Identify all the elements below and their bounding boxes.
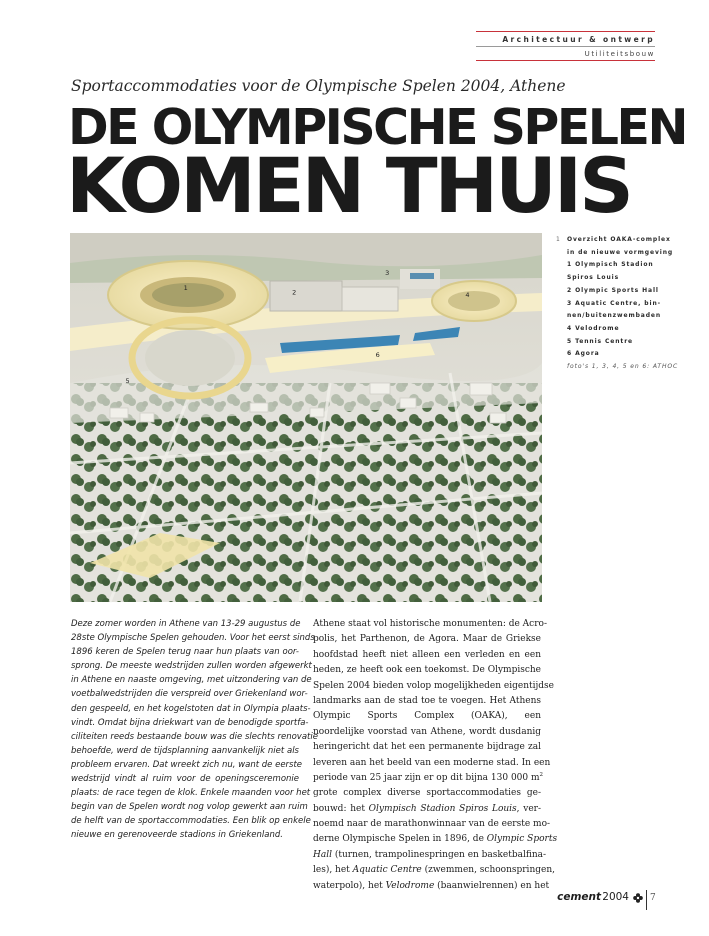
body-line: heringericht dat het een permanente bijdrage zal [313,742,541,753]
caption-title: Overzicht OAKA-complex [567,236,671,243]
body-text-span: , ver- [516,803,541,814]
body-text-span: waterpolo), het [313,880,386,891]
body-text-span: derne Olympische Spelen in 1896, de [313,834,487,845]
body-line: hoofdstad heeft niet alleen een verleden en een [313,649,541,660]
lead-paragraph [71,617,318,843]
lead-line: 1896 keren de Spelen terug naar hun plaats van oor- [71,647,299,658]
caption-line: 6 Agora [567,350,600,358]
caption-line: 3 Aquatic Centre, bin- [567,299,662,307]
photo-label-6: 6 [375,350,380,359]
caption-line: 2 Olympic Sports Hall [567,286,659,294]
body-line: leveren aan het beeld van een moderne stad. In een [313,757,551,768]
lead-line: den gespeeld, en het kogelstoten dat in Olympia plaats- [71,703,311,714]
photo-label-3: 3 [385,269,390,278]
body-line: landmarks aan de stad toe te voegen. Het Athens [313,695,541,706]
body-line: heden, ze heeft ook een toekomst. De Olympische [313,665,541,676]
lead-line: plaats: de race tegen de klok. Enkele maanden voor het [71,788,311,799]
body-line [313,879,550,894]
body-text-span: (turnen, trampolinespringen en basketbalfina- [331,849,547,860]
section-subtitle: Utiliteitsbouw [584,50,655,58]
body-line: noordelijke voorstad van Athene, wordt dusdanig [313,726,541,737]
caption-line: 1 Olympisch Stadion [567,261,654,269]
body-line [313,832,558,847]
section-heading [476,31,655,61]
caption-number: 1 [556,236,560,243]
body-line: Olympic Sports Complex (OAKA), een [313,711,541,722]
photo-credit: foto's 1, 3, 4, 5 en 6: ATHOC [567,363,679,371]
body-line [313,863,555,878]
caption-line: Spiros Louis [567,274,620,282]
caption-line: 5 Tennis Centre [567,337,634,345]
lead-line: behoefde, werd de tijdsplanning aanvankelijk niet als [71,745,299,756]
italic-term: Hall [313,849,332,860]
lead-line: begin van de Spelen wordt nog volop gewerkt aan ruim [71,802,308,813]
body-text-span: periode van 25 jaar zijn er op dit bijna 130 000 m [313,772,540,783]
page-footer [557,890,670,910]
body-text-span: (baanwielrennen) en het [434,880,550,891]
photo-caption [556,234,679,374]
magazine-name: cement [557,891,601,903]
lead-line: voetbalwedstrijden die verspreid over Griekenland wor- [71,689,308,700]
body-text [313,617,558,894]
caption-legend [556,247,679,374]
italic-term: Velodrome [385,880,435,891]
magazine-year: 2004 [602,891,629,903]
lead-line: nieuwe en gerenoveerde stadions in Griekenland. [71,830,283,841]
italic-term: Olympic Sports [486,834,558,845]
photo-label-4: 4 [465,290,470,299]
body-line: Athene staat vol historische monumenten: de Acro- [313,619,547,629]
lead-line: Deze zomer worden in Athene van 13-29 augustus de [71,619,301,629]
page-number: 7 [650,893,656,903]
caption-line: 4 Velodrome [567,324,620,332]
lead-line: wedstrijd vindt al ruim voor de openingsceremonie [71,774,299,785]
article-kicker: Sportaccommodaties voor de Olympische Spelen 2004, Athene [71,77,566,95]
body-text-span: bouwd: het [313,803,369,814]
article-headline-line2: KOMEN THUIS [66,141,631,230]
body-text-span: les), het [313,865,353,876]
section-rule-top [476,31,655,32]
lead-line: vindt. Omdat bijna driekwart van de benodigde sportfa- [71,717,309,728]
italic-term: Aquatic Centre [352,865,422,876]
flower-icon [633,893,643,903]
body-line: polis, het Parthenon, de Agora. Maar de Griekse [313,634,541,645]
body-line: noemd naar de marathonwinnaar van de eerste mo- [313,819,551,830]
photo-label-2: 2 [292,288,297,297]
caption-heading [556,234,671,247]
body-line [313,848,547,863]
body-line: grote complex diverse sportaccommodaties ge- [313,788,541,799]
oaka-model-photo [70,233,542,602]
body-line [313,802,541,817]
body-line [313,771,544,786]
lead-line: ciliteiten reeds bestaande bouw was die slechts renovatie [71,731,318,742]
section-rule-middle [476,46,655,47]
lead-line: probleem ervaren. Dat wreekt zich nu, want de eerste [71,759,303,770]
lead-line: sprong. De meeste wedstrijden zullen worden afgewerkt [71,661,312,672]
italic-term: Olympisch Stadion Spiros Louis [368,803,517,814]
body-line: Spelen 2004 bieden volop mogelijkheden eigentijdse [313,680,555,691]
section-rule-bottom [476,60,655,61]
superscript-two: 2 [539,771,544,778]
footer-divider [646,890,647,910]
body-text-span: (zwemmen, schoonspringen, [421,865,555,876]
section-title: Architectuur & ontwerp [502,35,655,44]
lead-line: in Athene en naaste omgeving, met uitzondering van de [71,675,312,686]
lead-line: de helft van de sportaccommodaties. Een blik op enkele [71,816,311,827]
caption-line: in de nieuwe vormgeving [567,248,674,256]
photo-label-5: 5 [125,377,130,386]
caption-line: nen/buitenzwembaden [567,312,662,320]
article-headline-line1: DE OLYMPISCHE SPELEN [68,99,687,156]
lead-line: 28ste Olympische Spelen gehouden. Voor het eerst sinds [71,633,315,644]
photo-label-1: 1 [183,284,188,293]
